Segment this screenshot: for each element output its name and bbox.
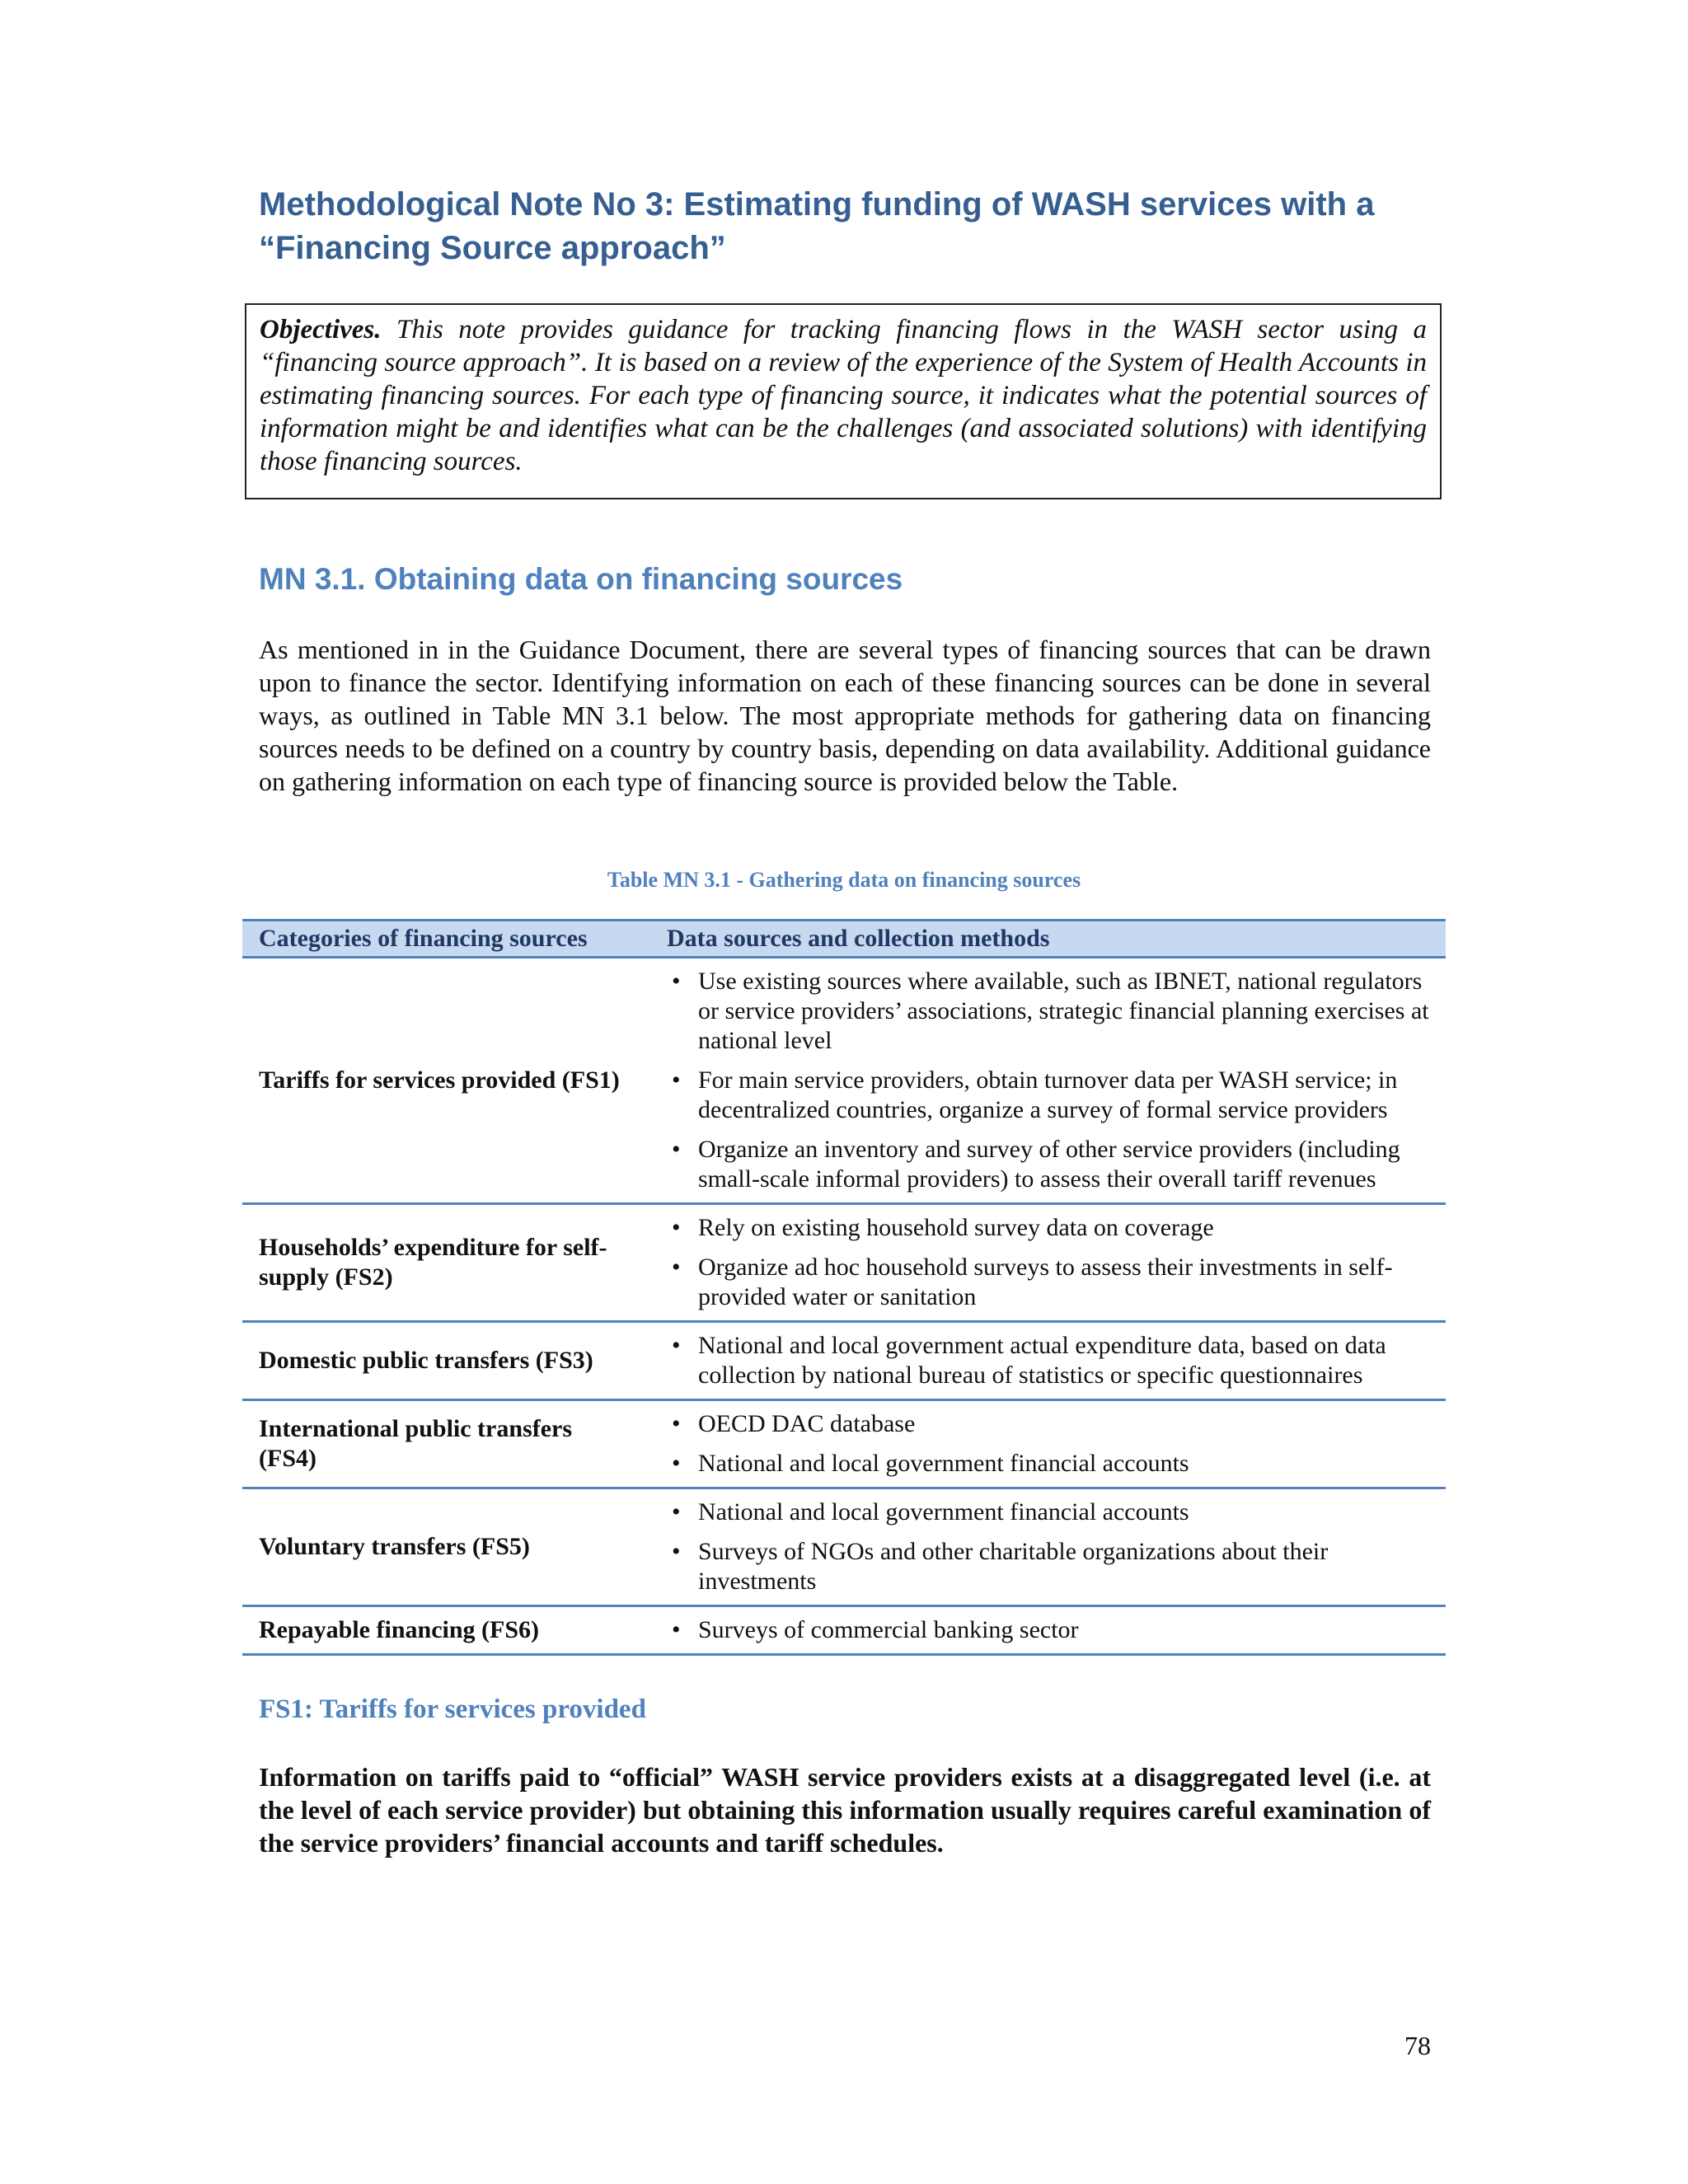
bullet-icon: • (672, 1616, 681, 1643)
category-cell: Domestic public transfers (FS3) (242, 1322, 650, 1400)
list-item (662, 1253, 1437, 1312)
method-text: Use existing sources where available, such as IBNET, national regulators or service providers’ associations, strategic financial planning exercises at national level (698, 968, 1429, 1054)
method-text: Organize an inventory and survey of other service providers (including small-scale informal providers) to assess their overall tariff revenues (698, 1136, 1400, 1193)
methods-cell (650, 1606, 1446, 1655)
methods-cell (650, 1204, 1446, 1322)
category-cell: Repayable financing (FS6) (242, 1606, 650, 1655)
method-text: Organize ad hoc household surveys to assess their investments in self-provided water or sanitation (698, 1254, 1393, 1310)
methods-cell (650, 1400, 1446, 1488)
bullet-icon: • (672, 1538, 681, 1565)
table-header-row (242, 921, 1446, 958)
financing-sources-table (242, 919, 1446, 1656)
methods-cell (650, 958, 1446, 1204)
methods-list (662, 1497, 1437, 1596)
page-number: 78 (1404, 2031, 1431, 2060)
table-row (242, 1204, 1446, 1322)
list-item (662, 1066, 1437, 1125)
table-row (242, 958, 1446, 1204)
list-item (662, 1213, 1437, 1243)
methods-list (662, 1331, 1437, 1390)
column-header-categories: Categories of financing sources (242, 921, 650, 958)
table-row (242, 1488, 1446, 1606)
method-text: National and local government financial accounts (698, 1450, 1189, 1477)
methods-list (662, 1409, 1437, 1479)
methods-cell (650, 1322, 1446, 1400)
list-item (662, 1497, 1437, 1527)
list-item (662, 1537, 1437, 1596)
column-header-methods: Data sources and collection methods (650, 921, 1446, 958)
method-text: Surveys of commercial banking sector (698, 1616, 1079, 1643)
table-row (242, 1606, 1446, 1655)
objectives-box (245, 303, 1442, 499)
bullet-icon: • (672, 1066, 681, 1094)
list-item (662, 1331, 1437, 1390)
methods-list (662, 1213, 1437, 1312)
list-item (662, 967, 1437, 1056)
objectives-lead: Objectives. (260, 315, 382, 344)
table-caption: Table MN 3.1 - Gathering data on financing sources (607, 868, 1081, 892)
fs1-paragraph: Information on tariffs paid to “official” WASH service providers exists at a disaggregated level (i.e. at the level of each service provider) but obtaining this information usually requires careful examination of the service providers’ financial accounts and tariff schedules. (259, 1762, 1431, 1858)
section-heading: MN 3.1. Obtaining data on financing sources (259, 562, 903, 596)
category-cell: International public transfers (FS4) (242, 1400, 650, 1488)
method-text: Rely on existing household survey data on coverage (698, 1214, 1214, 1241)
table-row (242, 1322, 1446, 1400)
bullet-icon: • (672, 1498, 681, 1526)
method-text: For main service providers, obtain turnover data per WASH service; in decentralized countries, organize a survey of formal service providers (698, 1066, 1398, 1123)
list-item (662, 1615, 1437, 1645)
note-title: Methodological Note No 3: Estimating funding of WASH services with a “Financing Source approach” (259, 186, 1375, 266)
list-item (662, 1135, 1437, 1194)
fs1-heading: FS1: Tariffs for services provided (259, 1694, 646, 1724)
methods-cell (650, 1488, 1446, 1606)
method-text: National and local government financial accounts (698, 1498, 1189, 1526)
table-row (242, 1400, 1446, 1488)
intro-paragraph: As mentioned in in the Guidance Document, there are several types of financing sources that can be drawn upon to finance the sector. Identifying information on each of these financing sources can be done in several ways, as outlined in Table MN 3.1 below. The most appropriate methods for gathering data on financing sources needs to be defined on a country by country basis, depending on data availability. Additional guidance on gathering information on each type of financing source is provided below the Table. (259, 635, 1431, 796)
objectives-text: This note provides guidance for tracking financing flows in the WASH sector using a “financing source approach”. It is based on a review of the experience of the System of Health Accounts in estimating financing sources. For each type of financing source, it indicates what the potential sources of information might be and identifies what can be the challenges (and associated solutions) with identifying those financing sources. (260, 315, 1427, 476)
list-item (662, 1409, 1437, 1439)
method-text: Surveys of NGOs and other charitable organizations about their investments (698, 1538, 1329, 1595)
category-cell: Voluntary transfers (FS5) (242, 1488, 650, 1606)
bullet-icon: • (672, 1214, 681, 1241)
methods-list (662, 1615, 1437, 1645)
bullet-icon: • (672, 968, 681, 995)
method-text: National and local government actual expenditure data, based on data collection by national bureau of statistics or specific questionnaires (698, 1332, 1386, 1389)
methods-list (662, 967, 1437, 1194)
bullet-icon: • (672, 1450, 681, 1477)
bullet-icon: • (672, 1332, 681, 1359)
bullet-icon: • (672, 1410, 681, 1437)
category-cell: Households’ expenditure for self-supply (FS2) (242, 1204, 650, 1322)
method-text: OECD DAC database (698, 1410, 916, 1437)
list-item (662, 1449, 1437, 1479)
category-cell: Tariffs for services provided (FS1) (242, 958, 650, 1204)
bullet-icon: • (672, 1136, 681, 1163)
bullet-icon: • (672, 1254, 681, 1281)
